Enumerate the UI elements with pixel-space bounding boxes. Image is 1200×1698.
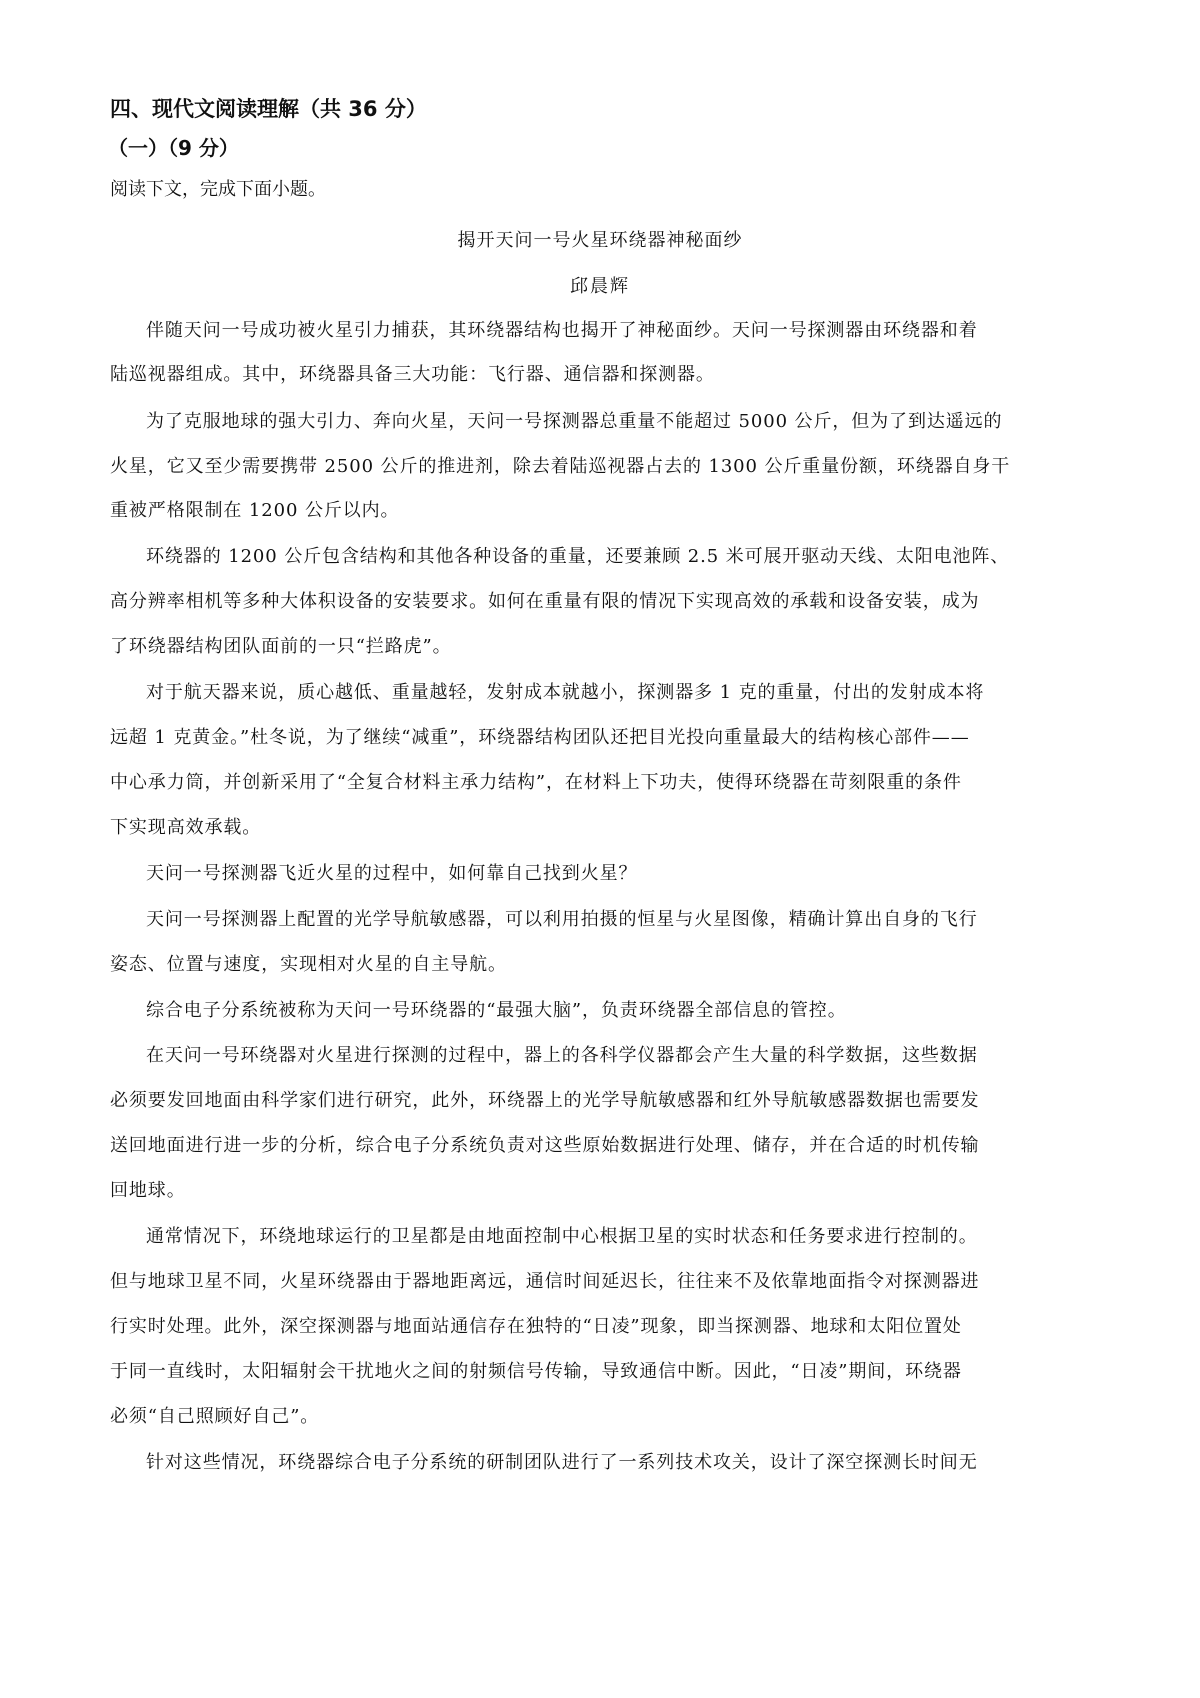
article-title: 揭开天问一号火星环绕器神秘面纱: [457, 230, 743, 251]
paragraph-line: 通常情况下，环绕地球运行的卫星都是由地面控制中心根据卫星的实时状态和任务要求进行控制的。: [146, 1226, 978, 1247]
paragraph-line: 为了克服地球的强大引力、奔向火星，天问一号探测器总重量不能超过 5000 公斤，但为了到达遥远的: [146, 411, 1003, 432]
paragraph-line: 必须要发回地面由科学家们进行研究，此外，环绕器上的光学导航敏感器和红外导航敏感器数据也需要发: [110, 1090, 980, 1111]
paragraph-line: 送回地面进行进一步的分析，综合电子分系统负责对这些原始数据进行处理、储存，并在合适的时机传输: [110, 1135, 980, 1156]
paragraph-line: 在天问一号环绕器对火星进行探测的过程中，器上的各科学仪器都会产生大量的科学数据，这些数据: [146, 1045, 978, 1066]
paragraph-line: 必须“自己照顾好自己”。: [110, 1406, 320, 1427]
paragraph-line: 高分辨率相机等多种大体积设备的安装要求。如何在重量有限的情况下实现高效的承载和设备安装，成为: [110, 591, 980, 612]
paragraph-line: 姿态、位置与速度，实现相对火星的自主导航。: [110, 954, 507, 975]
paragraph-line: 回地球。: [110, 1180, 186, 1201]
paragraph-line: 于同一直线时，太阳辐射会干扰地火之间的射频信号传输，导致通信中断。因此，“日凌”期间，环绕器: [110, 1361, 962, 1382]
paragraph-line: 行实时处理。此外，深空探测器与地面站通信存在独特的“日凌”现象，即当探测器、地球和太阳位置处: [110, 1316, 962, 1337]
reading-instruction: 阅读下文，完成下面小题。: [110, 179, 326, 200]
paragraph-line: 下实现高效承载。: [110, 817, 262, 838]
paragraph-line: 综合电子分系统被称为天问一号环绕器的“最强大脑”，负责环绕器全部信息的管控。: [146, 1000, 847, 1021]
paragraph-line: 天问一号探测器上配置的光学导航敏感器，可以利用拍摄的恒星与火星图像，精确计算出自身的飞行: [146, 909, 978, 930]
paragraph-line: 对于航天器来说，质心越低、重量越轻，发射成本就越小，探测器多 1 克的重量，付出的发射成本将: [146, 682, 985, 703]
sub-heading: （一）（9 分）: [108, 136, 239, 160]
paragraph-line: 环绕器的 1200 公斤包含结构和其他各种设备的重量，还要兼顾 2.5 米可展开驱动天线、太阳电池阵、: [146, 546, 1010, 567]
paragraph-line: 伴随天问一号成功被火星引力捕获，其环绕器结构也揭开了神秘面纱。天问一号探测器由环绕器和着: [146, 320, 978, 341]
section-heading: 四、现代文阅读理解（共 36 分）: [110, 97, 427, 121]
paragraph-line: 针对这些情况，环绕器综合电子分系统的研制团队进行了一系列技术攻关，设计了深空探测长时间无: [146, 1452, 978, 1473]
paragraph-line: 陆巡视器组成。其中，环绕器具备三大功能：飞行器、通信器和探测器。: [110, 364, 715, 385]
paragraph-line: 但与地球卫星不同，火星环绕器由于器地距离远，通信时间延迟长，往往来不及依靠地面指令对探测器进: [110, 1271, 980, 1292]
paragraph-line: 中心承力筒，并创新采用了“全复合材料主承力结构”，在材料上下功夫，使得环绕器在苛刻限重的条件: [110, 772, 962, 793]
paragraph-line: 重被严格限制在 1200 公斤以内。: [110, 500, 400, 521]
paragraph-line: 了环绕器结构团队面前的一只“拦路虎”。: [110, 636, 452, 657]
paragraph-line: 天问一号探测器飞近火星的过程中，如何靠自己找到火星？: [146, 863, 638, 884]
paragraph-line: 火星，它又至少需要携带 2500 公斤的推进剂，除去着陆巡视器占去的 1300 公斤重量份额，环绕器自身干: [110, 456, 1011, 477]
article-author: 邱晨辉: [570, 276, 630, 297]
paragraph-line: 远超 1 克黄金。”杜冬说，为了继续“减重”，环绕器结构团队还把目光投向重量最大的结构核心部件——: [110, 727, 970, 748]
